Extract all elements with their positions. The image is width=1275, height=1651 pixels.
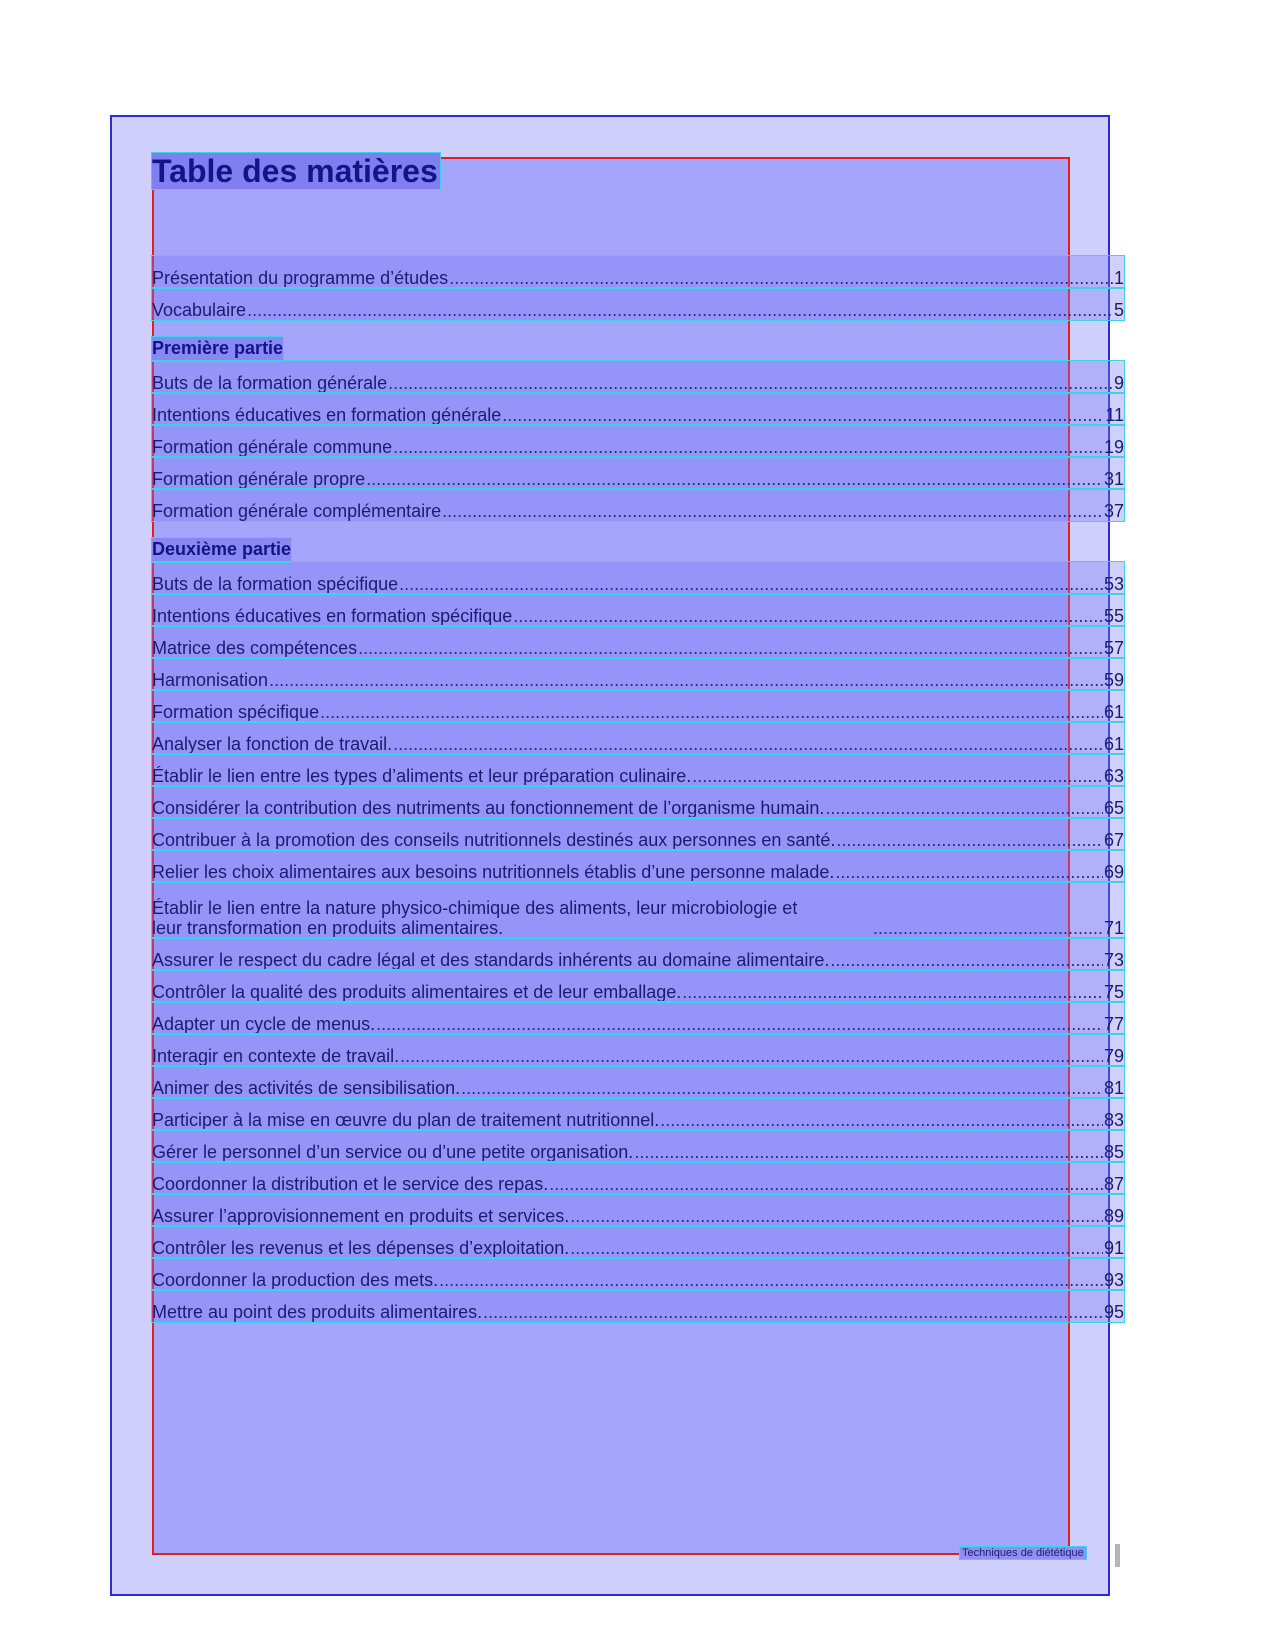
leader-dots: [376, 1014, 1103, 1034]
toc-entry-page: 69: [1103, 862, 1124, 882]
toc-entry-page: 81: [1103, 1078, 1124, 1098]
toc-entry[interactable]: [152, 489, 1124, 521]
toc-entry[interactable]: [152, 1226, 1124, 1258]
toc-entry-label: Harmonisation: [152, 670, 269, 690]
toc-entry-page: 75: [1103, 982, 1124, 1002]
toc-entry-label: Coordonner la production des mets.: [152, 1270, 439, 1290]
toc-entry-page: 85: [1103, 1142, 1124, 1162]
leader-dots: [483, 1302, 1103, 1322]
toc-entry[interactable]: [152, 1194, 1124, 1226]
toc-entry[interactable]: [152, 786, 1124, 818]
leader-dots: [449, 268, 1113, 288]
toc-entry-label: Établir le lien entre les types d’aliments et leur préparation culinaire.: [152, 766, 692, 786]
toc-entry-page: 87: [1103, 1174, 1124, 1194]
toc-entry-page: 57: [1103, 638, 1124, 658]
toc-entry[interactable]: [152, 288, 1124, 320]
toc-entry-page: 9: [1113, 373, 1124, 393]
toc-entry-label: Contrôler les revenus et les dépenses d’exploitation.: [152, 1238, 570, 1258]
toc-entry-label: Buts de la formation spécifique: [152, 574, 399, 594]
toc-entry-label: Analyser la fonction de travail.: [152, 734, 393, 754]
leader-dots: [682, 982, 1103, 1002]
toc-entry[interactable]: [152, 882, 1124, 938]
leader-dots: [461, 1078, 1103, 1098]
toc-entry-page: 37: [1103, 501, 1124, 521]
toc-entry-label: Participer à la mise en œuvre du plan de traitement nutritionnel.: [152, 1110, 660, 1130]
leader-dots: [358, 638, 1103, 658]
toc-entry[interactable]: [152, 754, 1124, 786]
toc-entry[interactable]: [152, 1290, 1124, 1322]
leader-dots: [570, 1238, 1103, 1258]
leader-dots: [570, 1206, 1103, 1226]
toc-entry-page: 93: [1103, 1270, 1124, 1290]
toc-entry[interactable]: [152, 594, 1124, 626]
toc-entry-label: Interagir en contexte de travail.: [152, 1046, 400, 1066]
page-edge-marker: [1115, 1544, 1120, 1567]
toc-entry-label: Assurer le respect du cadre légal et des standards inhérents au domaine alimentaire.: [152, 950, 830, 970]
leader-dots: [825, 798, 1103, 818]
toc-entry-page: 61: [1103, 702, 1124, 722]
toc-entry[interactable]: [152, 658, 1124, 690]
leader-dots: [634, 1142, 1103, 1162]
section-heading-label: Deuxième partie: [152, 538, 291, 562]
toc-entry-label: Considérer la contribution des nutriments au fonctionnement de l’organisme humain.: [152, 798, 825, 818]
toc-entry-page: 31: [1103, 469, 1124, 489]
leader-dots: [388, 373, 1113, 393]
toc-entry-label: [152, 898, 872, 938]
leader-dots: [873, 918, 1103, 938]
leader-dots: [366, 469, 1103, 489]
toc-entry-page: 91: [1103, 1238, 1124, 1258]
section-heading-part2: [152, 521, 1124, 562]
toc-entry-page: 73: [1103, 950, 1124, 970]
leader-dots: [400, 1046, 1103, 1066]
toc-entry-page: 53: [1103, 574, 1124, 594]
toc-entry-page: 95: [1103, 1302, 1124, 1322]
toc-entry-page: 63: [1103, 766, 1124, 786]
toc-entry-page: 77: [1103, 1014, 1124, 1034]
leader-dots: [502, 405, 1104, 425]
toc-entry[interactable]: [152, 1066, 1124, 1098]
toc-entry-page: 71: [1103, 918, 1124, 938]
table-of-contents: [152, 256, 1124, 1322]
leader-dots: [692, 766, 1103, 786]
toc-entry[interactable]: [152, 256, 1124, 288]
toc-entry[interactable]: [152, 1002, 1124, 1034]
leader-dots: [513, 606, 1103, 626]
toc-entry-label: Intentions éducatives en formation générale: [152, 405, 502, 425]
toc-entry[interactable]: [152, 457, 1124, 489]
toc-entry-label: Formation générale propre: [152, 469, 366, 489]
toc-entry-label: Contrôler la qualité des produits alimentaires et de leur emballage.: [152, 982, 682, 1002]
leader-dots: [660, 1110, 1103, 1130]
toc-entry-page: 11: [1105, 405, 1124, 425]
toc-entry-label: Vocabulaire: [152, 300, 247, 320]
toc-entry-page: 67: [1103, 830, 1124, 850]
leader-dots: [269, 670, 1103, 690]
leader-dots: [836, 830, 1103, 850]
toc-entry[interactable]: [152, 818, 1124, 850]
toc-entry[interactable]: [152, 690, 1124, 722]
leader-dots: [399, 574, 1103, 594]
leader-dots: [439, 1270, 1103, 1290]
toc-entry-page: 79: [1103, 1046, 1124, 1066]
toc-entry[interactable]: [152, 393, 1124, 425]
section-heading-part1: [152, 320, 1124, 361]
toc-entry-label: Assurer l’approvisionnement en produits et services.: [152, 1206, 570, 1226]
leader-dots: [835, 862, 1103, 882]
toc-entry[interactable]: [152, 562, 1124, 594]
toc-entry-label: Buts de la formation générale: [152, 373, 388, 393]
toc-entry-label: Intentions éducatives en formation spécifique: [152, 606, 513, 626]
toc-entry-label: Mettre au point des produits alimentaires.: [152, 1302, 483, 1322]
leader-dots: [549, 1174, 1103, 1194]
footer-program-name: Techniques de diététique: [962, 1547, 1084, 1559]
toc-entry-page: 5: [1113, 300, 1124, 320]
toc-entry-label: Relier les choix alimentaires aux besoins nutritionnels établis d’une personne malade.: [152, 862, 835, 882]
leader-dots: [830, 950, 1103, 970]
toc-entry-page: 1: [1113, 268, 1124, 288]
toc-entry[interactable]: [152, 1098, 1124, 1130]
toc-entry-label: Animer des activités de sensibilisation.: [152, 1078, 461, 1098]
toc-entry-label: Coordonner la distribution et le service des repas.: [152, 1174, 549, 1194]
toc-entry[interactable]: [152, 1130, 1124, 1162]
section-heading-label: Première partie: [152, 337, 283, 361]
toc-entry-label: Matrice des compétences: [152, 638, 358, 658]
toc-entry-label: Contribuer à la promotion des conseils nutritionnels destinés aux personnes en santé.: [152, 830, 836, 850]
toc-entry-page: 83: [1103, 1110, 1124, 1130]
toc-entry-label-line2: leur transformation en produits alimentaires.: [152, 918, 504, 938]
toc-entry[interactable]: [152, 626, 1124, 658]
toc-entry-page: 59: [1103, 670, 1124, 690]
toc-entry-label: Gérer le personnel d’un service ou d’une petite organisation.: [152, 1142, 634, 1162]
toc-entry-label: Formation spécifique: [152, 702, 320, 722]
toc-entry[interactable]: [152, 425, 1124, 457]
toc-entry-label: Formation générale complémentaire: [152, 501, 442, 521]
toc-entry-page: 65: [1103, 798, 1124, 818]
toc-entry-label: Adapter un cycle de menus.: [152, 1014, 376, 1034]
toc-entry[interactable]: [152, 938, 1124, 970]
leader-dots: [393, 437, 1103, 457]
toc-entry-page: 55: [1103, 606, 1124, 626]
toc-entry[interactable]: [152, 1162, 1124, 1194]
toc-entry[interactable]: [152, 722, 1124, 754]
toc-entry-page: 61: [1103, 734, 1124, 754]
leader-dots: [393, 734, 1103, 754]
page-title: Table des matières: [152, 153, 438, 189]
toc-entry-label: Présentation du programme d’études: [152, 268, 449, 288]
toc-entry-label-line1: Établir le lien entre la nature physico-chimique des aliments, leur microbiologie et: [152, 898, 798, 918]
toc-entry[interactable]: [152, 970, 1124, 1002]
toc-entry-label: Formation générale commune: [152, 437, 393, 457]
leader-dots: [320, 702, 1103, 722]
leader-dots: [247, 300, 1113, 320]
toc-entry-page: 89: [1103, 1206, 1124, 1226]
toc-entry[interactable]: [152, 850, 1124, 882]
toc-entry[interactable]: [152, 1258, 1124, 1290]
toc-entry[interactable]: [152, 1034, 1124, 1066]
toc-entry[interactable]: [152, 361, 1124, 393]
leader-dots: [442, 501, 1103, 521]
toc-entry-page: 19: [1103, 437, 1124, 457]
